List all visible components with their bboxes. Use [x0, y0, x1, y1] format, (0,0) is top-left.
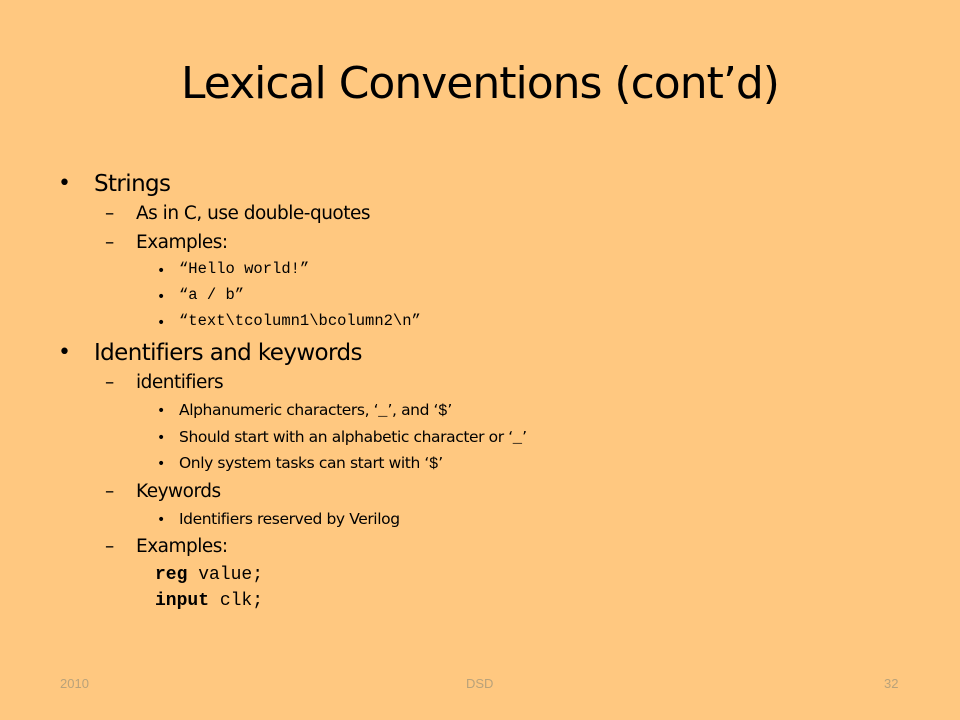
footer-course: DSD — [466, 676, 494, 691]
dash: – — [105, 372, 115, 393]
strings-heading: Strings — [94, 171, 171, 197]
code-segment: $ — [438, 402, 448, 420]
dash: – — [105, 536, 115, 557]
text-segment: Should start with an alphabetic character or ‘ — [179, 428, 513, 446]
code-keyword: reg — [155, 565, 188, 585]
text-segment: ’ — [447, 401, 452, 419]
code-keyword: input — [155, 591, 210, 611]
bullet: • — [157, 430, 166, 446]
identifiers-heading: Identifiers and keywords — [94, 340, 362, 366]
text-segment: ’ — [522, 428, 527, 446]
bullet: • — [157, 315, 166, 331]
bullet: • — [157, 456, 166, 472]
code-rest: value; — [187, 565, 264, 585]
bullet: • — [58, 340, 71, 365]
text-segment: ’ — [438, 454, 443, 472]
dash: – — [105, 203, 115, 224]
string-example-hello: “Hello world!” — [179, 260, 310, 278]
text-segment: Alphanumeric characters, ‘ — [179, 401, 379, 419]
strings-sub-examples: Examples: — [136, 232, 228, 253]
slide-title: Lexical Conventions (cont’d) — [181, 58, 779, 109]
bullet: • — [157, 263, 166, 279]
identifier-rule-system-tasks — [179, 456, 443, 473]
code-example-reg — [155, 566, 263, 584]
string-example-text: “text\tcolumn1\bcolumn2\n” — [179, 312, 421, 330]
footer-page-number: 32 — [884, 676, 899, 691]
code-segment: _ — [512, 429, 523, 447]
identifier-rule-start — [179, 430, 527, 447]
keyword-rule-reserved: Identifiers reserved by Verilog — [179, 510, 400, 528]
string-example-a-b: “a / b” — [179, 286, 245, 304]
code-segment: $ — [428, 455, 439, 473]
keywords-sub: Keywords — [136, 481, 221, 502]
identifiers-sub: identifiers — [136, 372, 224, 393]
dash: – — [105, 481, 115, 502]
code-example-input — [155, 592, 263, 610]
bullet: • — [58, 171, 71, 196]
bullet: • — [157, 512, 166, 528]
code-rest: clk; — [209, 591, 264, 611]
text-segment: ’, and ‘ — [387, 401, 439, 419]
strings-sub-double-quotes: As in C, use double-quotes — [136, 203, 371, 224]
bullet: • — [157, 403, 166, 419]
bullet: • — [157, 289, 166, 305]
dash: – — [105, 232, 115, 253]
examples-sub: Examples: — [136, 536, 228, 557]
footer-year: 2010 — [60, 676, 89, 691]
text-segment: Only system tasks can start with ‘ — [179, 454, 429, 472]
code-segment: _ — [378, 402, 388, 420]
identifier-rule-alphanumeric — [179, 403, 452, 420]
